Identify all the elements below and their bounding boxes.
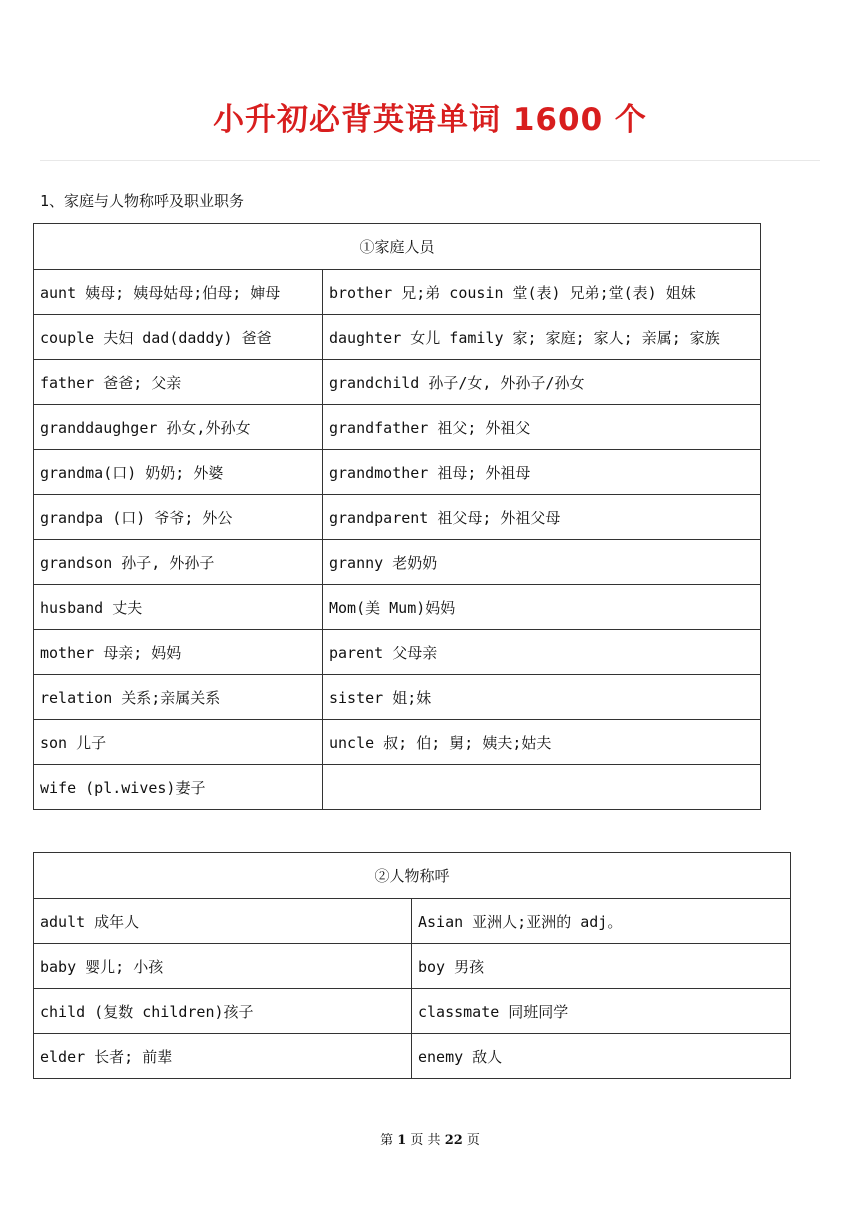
- vocab-cell: baby 婴儿; 小孩: [34, 944, 412, 989]
- vocab-cell: boy 男孩: [412, 944, 791, 989]
- person-titles-table: [33, 852, 791, 1079]
- vocab-cell: adult 成年人: [34, 899, 412, 944]
- vocab-cell: grandpa (口) 爷爷; 外公: [34, 495, 323, 540]
- title-divider: [40, 160, 820, 161]
- table-row: [34, 405, 761, 450]
- table-row: [34, 585, 761, 630]
- table-row: [34, 944, 791, 989]
- table-row: [34, 989, 791, 1034]
- vocab-cell: parent 父母亲: [323, 630, 761, 675]
- table-row: [34, 1034, 791, 1079]
- vocab-cell: grandson 孙子, 外孙子: [34, 540, 323, 585]
- vocab-cell: husband 丈夫: [34, 585, 323, 630]
- vocab-cell: brother 兄;弟 cousin 堂(表) 兄弟;堂(表) 姐妹: [323, 270, 761, 315]
- vocab-cell: elder 长者; 前辈: [34, 1034, 412, 1079]
- footer-total-pages: 22: [444, 1133, 463, 1148]
- table-row: [34, 630, 761, 675]
- table-row: [34, 495, 761, 540]
- vocab-cell: couple 夫妇 dad(daddy) 爸爸: [34, 315, 323, 360]
- vocab-cell: mother 母亲; 妈妈: [34, 630, 323, 675]
- table-row: [34, 315, 761, 360]
- page-footer: [0, 1129, 860, 1148]
- table-row: [34, 360, 761, 405]
- vocab-cell: Mom(美 Mum)妈妈: [323, 585, 761, 630]
- table-row: [34, 675, 761, 720]
- vocab-cell: granny 老奶奶: [323, 540, 761, 585]
- family-members-table: [33, 223, 761, 810]
- page-title: 小升初必背英语单词 1600 个: [213, 102, 647, 138]
- vocab-cell: Asian 亚洲人;亚洲的 adj。: [412, 899, 791, 944]
- table-row: [34, 765, 761, 810]
- table-header-person-titles: ②人物称呼: [34, 853, 791, 899]
- vocab-cell: [323, 765, 761, 810]
- footer-suffix: 页: [466, 1133, 480, 1148]
- vocab-cell: classmate 同班同学: [412, 989, 791, 1034]
- table-row: [34, 270, 761, 315]
- vocab-cell: father 爸爸; 父亲: [34, 360, 323, 405]
- table-row: [34, 450, 761, 495]
- vocab-cell: grandparent 祖父母; 外祖父母: [323, 495, 761, 540]
- table-row: [34, 720, 761, 765]
- vocab-cell: aunt 姨母; 姨母姑母;伯母; 婶母: [34, 270, 323, 315]
- vocab-cell: grandma(口) 奶奶; 外婆: [34, 450, 323, 495]
- footer-page-number: 1: [397, 1133, 407, 1148]
- vocab-cell: daughter 女儿 family 家; 家庭; 家人; 亲属; 家族: [323, 315, 761, 360]
- section-heading: 1、家庭与人物称呼及职业职务: [40, 192, 245, 210]
- vocab-cell: son 儿子: [34, 720, 323, 765]
- vocab-cell: grandfather 祖父; 外祖父: [323, 405, 761, 450]
- vocab-cell: uncle 叔; 伯; 舅; 姨夫;姑夫: [323, 720, 761, 765]
- table-row: [34, 899, 791, 944]
- footer-prefix: 第: [380, 1133, 394, 1148]
- footer-middle: 页 共: [410, 1133, 441, 1148]
- vocab-cell: sister 姐;妹: [323, 675, 761, 720]
- vocab-cell: granddaughger 孙女,外孙女: [34, 405, 323, 450]
- vocab-cell: enemy 敌人: [412, 1034, 791, 1079]
- vocab-cell: relation 关系;亲属关系: [34, 675, 323, 720]
- table-row: [34, 540, 761, 585]
- vocab-cell: wife (pl.wives)妻子: [34, 765, 323, 810]
- vocab-cell: grandchild 孙子/女, 外孙子/孙女: [323, 360, 761, 405]
- table-header-family-members: ①家庭人员: [34, 224, 761, 270]
- vocab-cell: child (复数 children)孩子: [34, 989, 412, 1034]
- vocab-cell: grandmother 祖母; 外祖母: [323, 450, 761, 495]
